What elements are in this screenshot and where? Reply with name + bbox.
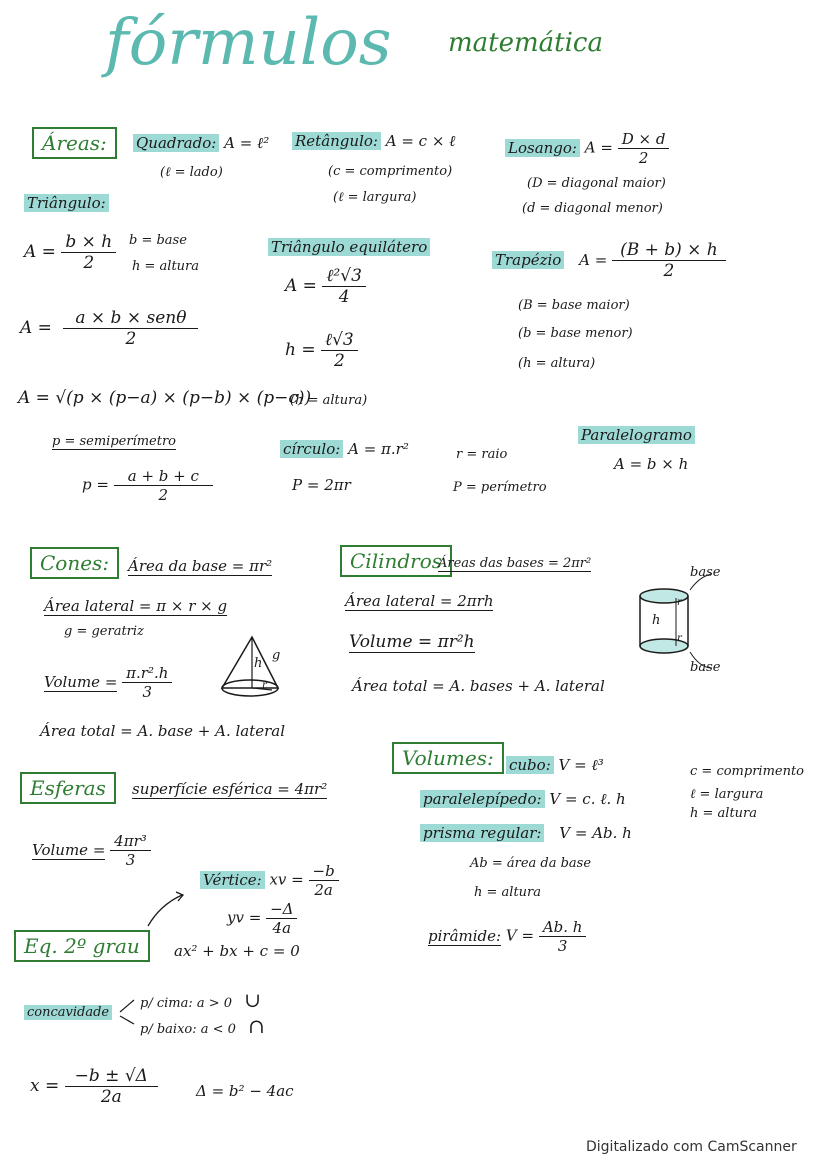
cones-volume-numerator: π.r².h <box>122 664 172 683</box>
trapezio-note-3: (h = altura) <box>518 356 596 371</box>
triangulo-seno-a: A = <box>20 318 52 338</box>
triangulo-seno-denominator: 2 <box>125 329 137 349</box>
bhaskara-formula <box>30 1066 158 1107</box>
trapezio-numerator: (B + b) × h <box>612 240 726 261</box>
esferas-header: Esferas <box>20 772 116 804</box>
cilindro-base-top: base <box>690 565 721 580</box>
equilatero-a: A = <box>285 276 317 296</box>
eq-formula: ax² + bx + c = 0 <box>174 942 300 960</box>
triangulo-h-note: h = altura <box>132 259 199 274</box>
cones-header: Cones: <box>30 547 119 579</box>
vertice-xv: xv = <box>269 870 304 889</box>
concavidade-baixo-text: p/ baixo: a < 0 <box>140 1022 236 1037</box>
trapezio-denominator: 2 <box>663 261 675 281</box>
cilindro-h-label: h <box>652 613 661 628</box>
delta-formula: Δ = b² − 4ac <box>196 1082 294 1100</box>
paralelogramo-label: Paralelogramo <box>578 426 695 444</box>
equilatero-h-denominator: 2 <box>333 351 345 371</box>
cone-r-label: r <box>262 680 267 691</box>
equilatero-h: h = <box>285 340 316 360</box>
eq-header: Eq. 2º grau <box>14 930 150 962</box>
esferas-volume-denominator: 3 <box>125 851 136 869</box>
equilatero-numerator: ℓ²√3 <box>322 266 366 287</box>
cones-area-base: Área da base = πr² <box>128 557 273 575</box>
bhaskara-numerator: −b ± √Δ <box>65 1066 158 1087</box>
retangulo-formula: A = c × ℓ <box>385 132 456 150</box>
quadrado-note: (ℓ = lado) <box>160 165 223 180</box>
cilindros-area-total: Área total = A. bases + A. lateral <box>352 677 605 695</box>
equilatero-h-numerator: ℓ√3 <box>321 330 358 351</box>
paralelogramo-formula: A = b × h <box>614 455 689 473</box>
vertice-xv-numerator: −b <box>309 862 339 881</box>
page-subtitle: matemática <box>448 28 603 58</box>
triangulo-label: Triângulo: <box>24 194 109 212</box>
vertice-label: Vértice: <box>200 871 265 889</box>
cilindro-r-label-top: r <box>677 597 682 608</box>
volumes-para-l-note: ℓ = largura <box>690 787 764 802</box>
trapezio-note-1: (B = base maior) <box>518 298 630 313</box>
bhaskara-x: x = <box>30 1076 60 1096</box>
volumes-h-note: h = altura <box>474 885 541 900</box>
semiperimetro-denominator: 2 <box>158 486 169 504</box>
concavidade-cima-symbol: ∪ <box>244 988 261 1012</box>
semiperimetro-numerator: a + b + c <box>114 467 213 486</box>
cone-h-label: h <box>254 656 263 671</box>
equilatero-denominator: 4 <box>338 287 350 307</box>
vertice-yv-numerator: −Δ <box>266 900 297 919</box>
retangulo-label: Retângulo: <box>292 132 381 150</box>
esferas-superficie: superfície esférica = 4πr² <box>132 780 328 798</box>
areas-header: Áreas: <box>32 127 117 159</box>
volumes-cubo-label: cubo: <box>506 756 554 774</box>
heron-formula: A = √(p × (p−a) × (p−b) × (p−c)) <box>18 388 312 408</box>
retangulo-note-2: (ℓ = largura) <box>333 190 417 205</box>
esferas-volume-label: Volume = <box>32 840 106 859</box>
losango-denominator: 2 <box>638 149 649 167</box>
semiperimetro-label: p = semiperímetro <box>52 434 177 449</box>
circulo-raio-note: r = raio <box>456 447 508 462</box>
volumes-prisma-formula: V = Ab. h <box>559 824 632 842</box>
cilindro-base-bottom: base <box>690 660 721 675</box>
losango-note-1: (D = diagonal maior) <box>527 176 666 191</box>
volumes-ab-note: Ab = área da base <box>470 856 592 871</box>
cones-area-lateral: Área lateral = π × r × g <box>44 597 228 615</box>
quadrado-label: Quadrado: <box>133 134 219 152</box>
concavidade-baixo-symbol: ∩ <box>248 1014 265 1038</box>
triangulo-denominator: 2 <box>83 253 95 273</box>
triangulo-numerator: b × h <box>61 232 116 253</box>
trapezio-label: Trapézio <box>492 251 564 269</box>
volumes-cubo-formula: V = ℓ³ <box>558 756 604 774</box>
triangulo-seno-numerator: a × b × senθ <box>63 308 198 329</box>
losango-label: Losango: <box>505 139 580 157</box>
triangulo-a: A = <box>24 242 56 262</box>
volumes-header: Volumes: <box>392 742 504 774</box>
circulo-perimetro-note: P = perímetro <box>453 480 547 495</box>
equilatero-label: Triângulo equilátero <box>268 238 430 256</box>
cilindro-r-label-bottom: r <box>677 633 682 644</box>
triangulo-b-note: b = base <box>129 233 187 248</box>
losango-numerator: D × d <box>618 130 670 149</box>
volumes-piramide-v: V = <box>505 926 535 945</box>
cone-g-label: g <box>272 648 281 663</box>
cones-geratriz-note: g = geratriz <box>64 624 144 639</box>
concavidade-cima-text: p/ cima: a > 0 <box>140 996 233 1011</box>
vertice-xv-denominator: 2a <box>314 881 333 899</box>
cilindros-volume: Volume = πr²h <box>349 632 475 652</box>
volumes-prisma-label: prisma regular: <box>420 824 544 842</box>
bhaskara-denominator: 2a <box>100 1087 122 1107</box>
vertice-yv: yv = <box>227 908 262 927</box>
volumes-paralelepipedo-formula: V = c. ℓ. h <box>549 790 626 808</box>
circulo-formula: A = π.r² <box>348 440 409 458</box>
cilindros-header: Cilindros <box>340 545 452 577</box>
volumes-para-c-note: c = comprimento <box>690 764 805 779</box>
page-title: fórmulos <box>105 6 392 80</box>
quadrado-formula: A = ℓ² <box>224 134 270 152</box>
volumes-piramide-label: pirâmide: <box>428 926 502 945</box>
volumes-piramide-denominator: 3 <box>557 937 568 955</box>
cones-area-total: Área total = A. base + A. lateral <box>40 722 286 740</box>
losango-a: A = <box>584 138 613 157</box>
volumes-piramide-numerator: Ab. h <box>539 918 587 937</box>
cilindros-area-lateral: Área lateral = 2πrh <box>345 592 494 610</box>
trapezio-note-2: (b = base menor) <box>518 326 633 341</box>
esferas-volume-numerator: 4πr³ <box>110 832 151 851</box>
cones-volume-label: Volume = <box>44 672 118 691</box>
volumes-paralelepipedo-label: paralelepípedo: <box>420 790 545 808</box>
cilindros-areas-bases: Áreas das bases = 2πr² <box>438 556 592 571</box>
circulo-perimetro-formula: P = 2πr <box>292 476 351 494</box>
vertice-yv-denominator: 4a <box>272 919 292 937</box>
volumes-para-h-note: h = altura <box>690 806 757 821</box>
equilatero-note: (h = altura) <box>290 393 368 408</box>
concavidade-label: concavidade <box>24 1005 112 1020</box>
cones-volume-denominator: 3 <box>142 683 153 701</box>
retangulo-note-1: (c = comprimento) <box>328 164 453 179</box>
losango-note-2: (d = diagonal menor) <box>522 201 663 216</box>
circulo-label: círculo: <box>280 440 343 458</box>
semiperimetro-eq: p = <box>82 475 109 494</box>
trapezio-a: A = <box>579 250 608 269</box>
scanner-footer: Digitalizado com CamScanner <box>586 1139 797 1155</box>
